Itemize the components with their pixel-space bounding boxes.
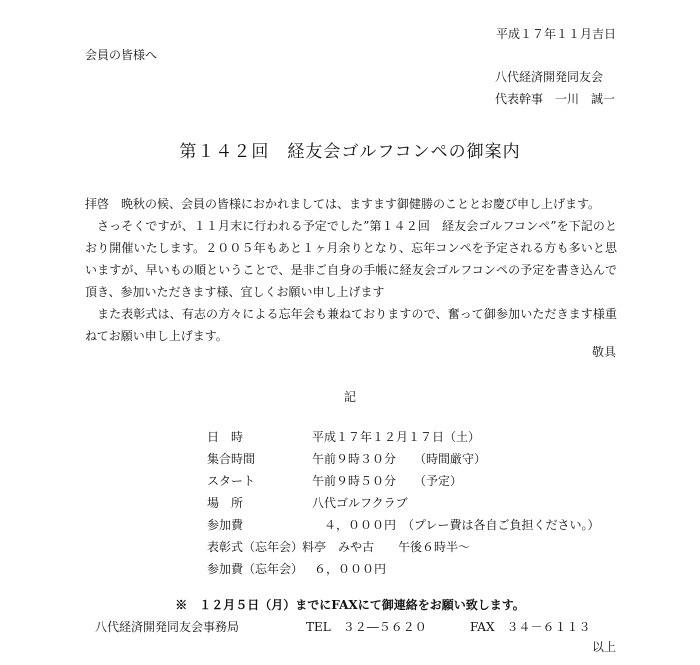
document-date: 平成１７年１１月吉日 bbox=[495, 27, 616, 41]
detail-label: 参加費 bbox=[207, 518, 244, 532]
ki-heading: 記 bbox=[343, 390, 356, 404]
office-fax: FAX ３４－６１１３ bbox=[470, 620, 591, 634]
fax-deadline-notice: ※ １２月５日（月）までにFAXにて御連絡をお願い致します。 bbox=[175, 598, 525, 612]
office-name: 八代経済開発同友会事務局 bbox=[95, 620, 240, 634]
closing-keigu: 敬具 bbox=[591, 345, 616, 359]
detail-label: 場 所 bbox=[207, 496, 244, 510]
detail-value: 平成１７年１２月１７日（土） bbox=[312, 430, 481, 444]
sender-organization: 八代経済開発同友会 bbox=[495, 70, 604, 84]
body-text bbox=[85, 193, 617, 347]
ceremony-paragraph: また表彰式は、有志の方々による忘年会も兼ねておりますので、奮って御参加いただきます様重ねてお願い申し上げます。 bbox=[85, 307, 617, 343]
detail-value: ６，０００円 bbox=[302, 562, 387, 576]
closing-ijo: 以上 bbox=[591, 640, 616, 654]
detail-label: 表彰式（忘年会） bbox=[207, 540, 304, 554]
greeting-paragraph: 拝啓 晩秋の候、会員の皆様におかれましては、ますます御健勝のこととお慶び申し上げます。 bbox=[85, 197, 601, 211]
detail-row-party-fee bbox=[207, 562, 600, 584]
detail-label: 集合時間 bbox=[207, 452, 256, 466]
detail-value: 午前９時５０分 （予定） bbox=[312, 474, 463, 488]
detail-row-place bbox=[207, 496, 600, 518]
detail-value: 午前９時３０分 （時間厳守） bbox=[312, 452, 487, 466]
document-title: 第１４２回 経友会ゴルフコンペの御案内 bbox=[179, 142, 521, 162]
detail-row-start bbox=[207, 474, 600, 496]
detail-label: 参加費（忘年会） bbox=[207, 562, 304, 576]
detail-row-ceremony bbox=[207, 540, 600, 562]
recipient-line: 会員の皆様へ bbox=[85, 48, 158, 62]
detail-value: 料亭 みや古 午後６時半～ bbox=[302, 540, 471, 554]
office-tel: TEL ３２―５６２０ bbox=[306, 620, 427, 634]
detail-value: 八代ゴルフクラブ bbox=[312, 496, 408, 510]
detail-row-meeting-time bbox=[207, 452, 600, 474]
detail-row-fee bbox=[207, 518, 600, 540]
detail-label: 日 時 bbox=[207, 430, 244, 444]
detail-value: ４，０００円 （プレー費は各自ご負担ください。） bbox=[312, 518, 600, 532]
detail-label: スタート bbox=[207, 474, 256, 488]
announcement-paragraph: さっそくですが、１１月末に行われる予定でした”第１４２回 経友会ゴルフコンペ”を下記のとおり開催いたします。２００５年もあと１ヶ月余りとなり、忘年コンペを予定される方も多いと思いますが、早いもの順ということで、是非ご自身の手帳に経友会ゴルフコンペの予定を書き込んで頂き、参加いただきます様、宜しくお願い申し上げます bbox=[85, 219, 617, 299]
sender-representative: 代表幹事 一川 誠一 bbox=[495, 92, 616, 106]
detail-row-datetime bbox=[207, 430, 600, 452]
event-details bbox=[207, 430, 600, 584]
